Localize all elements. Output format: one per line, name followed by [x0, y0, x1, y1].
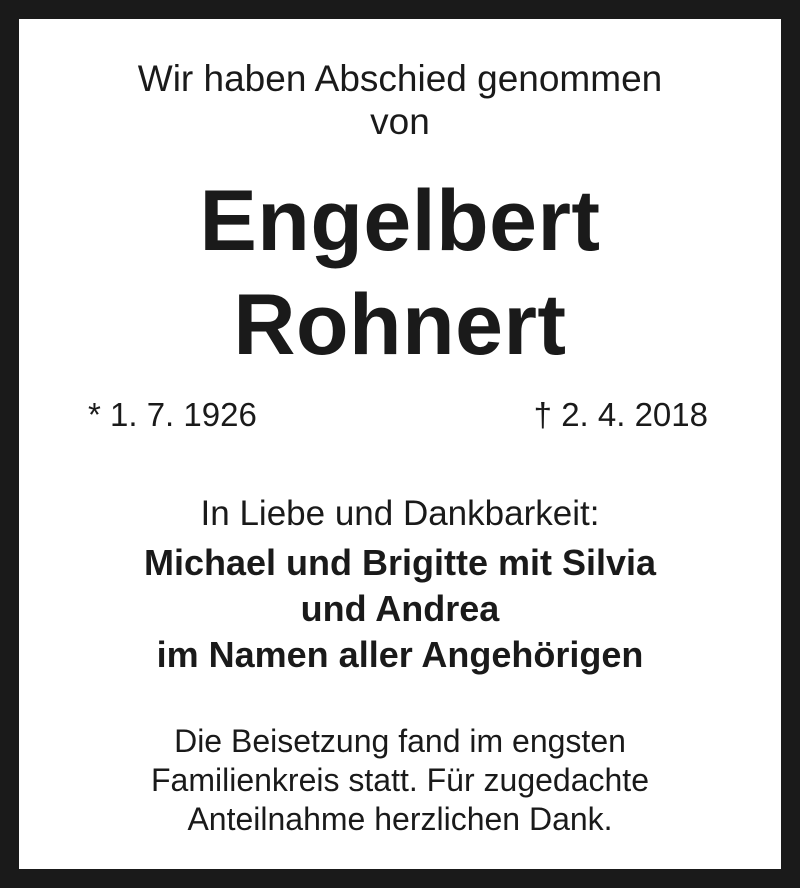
deceased-last-name: Rohnert	[233, 277, 567, 373]
birth-date: * 1. 7. 1926	[88, 396, 257, 433]
closing-line-2: Familienkreis statt. Für zugedachte	[151, 762, 649, 798]
intro-line-1: Wir haben Abschied genommen	[137, 58, 663, 99]
mourners-line-1: Michael und Brigitte mit Silvia	[143, 542, 657, 583]
mourners-line-2: und Andrea	[300, 588, 500, 629]
closing-line-3: Anteilnahme herzlichen Dank.	[187, 801, 613, 837]
death-date: † 2. 4. 2018	[533, 396, 708, 433]
intro-line-2: von	[370, 101, 430, 142]
thanks-heading: In Liebe und Dankbarkeit:	[200, 494, 600, 533]
deceased-first-name: Engelbert	[199, 173, 601, 269]
mourners-line-3: im Namen aller Angehörigen	[156, 634, 644, 675]
closing-line-1: Die Beisetzung fand im engsten	[174, 723, 626, 759]
